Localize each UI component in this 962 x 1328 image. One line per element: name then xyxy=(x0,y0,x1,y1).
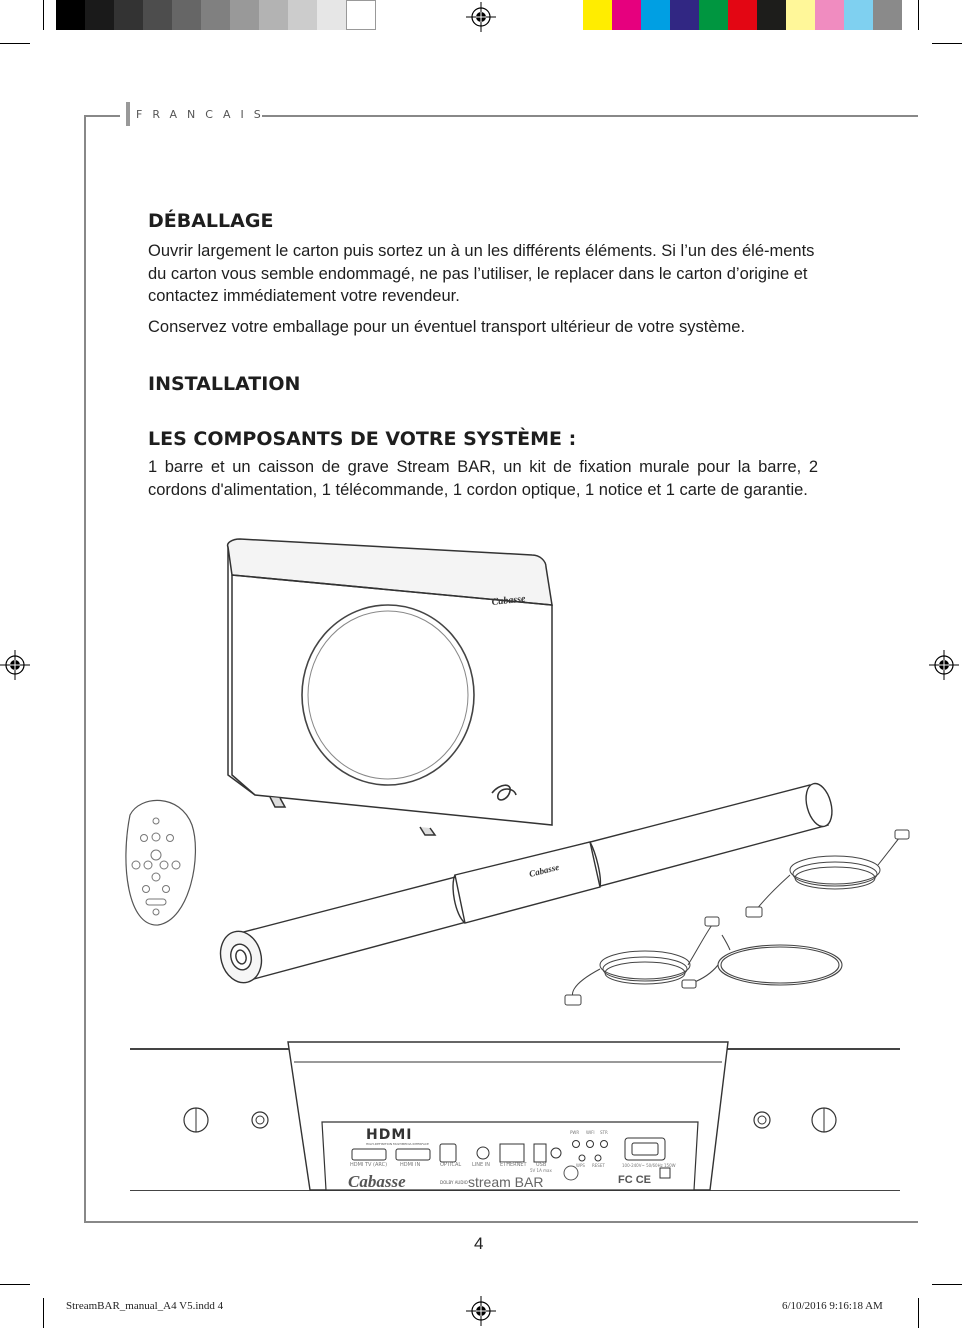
crop-mark-tl-h xyxy=(0,43,30,44)
panel-product: stream BAR xyxy=(468,1174,544,1190)
swatch-black xyxy=(757,0,787,30)
crop-mark-tr-h xyxy=(932,43,962,44)
slug-file: StreamBAR_manual_A4 V5.indd 4 xyxy=(66,1300,224,1312)
components-section xyxy=(148,428,818,501)
crop-mark-bl-h xyxy=(0,1284,30,1285)
swatch-red xyxy=(728,0,758,30)
bar-brand: Cabasse xyxy=(528,861,561,879)
subwoofer xyxy=(228,539,552,835)
crop-mark-br-v xyxy=(918,1298,919,1328)
crop-mark-bl-v xyxy=(43,1298,44,1328)
components-title: LES COMPOSANTS DE VOTRE SYSTÈME : xyxy=(148,428,577,450)
frame-left-line xyxy=(84,115,86,1222)
power-label: 100-240V~ 50/60Hz 150W xyxy=(622,1163,676,1168)
swatch-4 xyxy=(143,0,173,30)
dolby-label: DOLBY AUDIO xyxy=(440,1180,468,1185)
hdmi-logo: HDMI xyxy=(366,1127,413,1143)
power-cord-1-icon xyxy=(565,917,719,1005)
swatch-1 xyxy=(56,0,86,30)
swatch-pink xyxy=(815,0,845,30)
subwoofer-driver-icon xyxy=(302,605,474,785)
led-label-wifi: WIFI xyxy=(586,1130,595,1135)
installation-section xyxy=(148,373,818,395)
port-label-usb: USB xyxy=(536,1162,547,1168)
page-number: 4 xyxy=(474,1234,484,1253)
usb-note: 5V 1A max xyxy=(530,1168,552,1173)
remote-control xyxy=(126,800,196,925)
section-tab-marker xyxy=(126,102,130,126)
swatch-cyan xyxy=(641,0,671,30)
process-colorbar xyxy=(583,0,903,30)
crop-mark-tr-v xyxy=(918,0,919,30)
panel-brand: Cabasse xyxy=(348,1172,406,1191)
unpacking-section xyxy=(148,210,818,338)
swatch-6 xyxy=(201,0,231,30)
swatch-magenta xyxy=(612,0,642,30)
subwoofer-brand: Cabasse xyxy=(491,593,527,608)
unpacking-paragraph-1: Ouvrir largement le carton puis sortez un à un les différents éléments. Si l’un des élé-ments du carton vous semble endommagé, ne pas l’utiliser, le replacer dans le carton d’origine et contactez immédiatement votre revendeur. xyxy=(148,242,815,305)
swatch-10 xyxy=(317,0,347,30)
swatch-gray xyxy=(873,0,903,30)
swatch-11 xyxy=(346,0,376,30)
panel-cert: FC CE xyxy=(618,1174,651,1186)
led-label-str: STR xyxy=(600,1130,608,1135)
hdmi-tagline: HIGH-DEFINITION MULTIMEDIA INTERFACE xyxy=(366,1142,429,1146)
registration-mark-left-icon xyxy=(0,650,30,680)
swatch-3 xyxy=(114,0,144,30)
language-label: FRANCAIS xyxy=(136,108,271,121)
power-cord-2-icon xyxy=(746,830,909,917)
unpacking-title: DÉBALLAGE xyxy=(148,210,274,232)
frame-top-right-line xyxy=(262,115,918,117)
frame-top-left-line xyxy=(84,115,120,117)
button-label-reset: RESET xyxy=(592,1163,605,1168)
led-label-pwr: PWR xyxy=(570,1130,580,1135)
port-label-ethernet: ETHERNET xyxy=(500,1162,527,1168)
optical-cable-icon xyxy=(682,935,842,988)
button-label-wps: WPS xyxy=(576,1163,585,1168)
swatch-light-yellow xyxy=(786,0,816,30)
swatch-blue xyxy=(670,0,700,30)
crop-mark-tl-v xyxy=(43,0,44,30)
swatch-8 xyxy=(259,0,289,30)
port-label-line-in: LINE IN xyxy=(472,1162,490,1168)
registration-mark-right-icon xyxy=(929,650,959,680)
swatch-green xyxy=(699,0,729,30)
swatch-5 xyxy=(172,0,202,30)
grayscale-colorbar xyxy=(56,0,376,30)
port-label-hdmi-in: HDMI IN xyxy=(400,1162,421,1168)
swatch-2 xyxy=(85,0,115,30)
port-label-optical: OPTICAL xyxy=(440,1162,462,1168)
registration-mark-top-icon xyxy=(466,2,496,32)
port-label-hdmi-tv: HDMI TV (ARC) xyxy=(350,1162,388,1168)
swatch-9 xyxy=(288,0,318,30)
installation-title: INSTALLATION xyxy=(148,373,301,395)
frame-bottom-line xyxy=(84,1221,918,1223)
product-illustration xyxy=(100,525,920,1025)
swatch-yellow xyxy=(583,0,613,30)
components-paragraph: 1 barre et un caisson de grave Stream BAR, un kit de fixation murale pour la barre, 2 cordons d'alimentation, 1 télécommande, 1 cordon optique, 1 notice et 1 carte de garantie. xyxy=(148,458,818,499)
crop-mark-br-h xyxy=(932,1284,962,1285)
slug-date: 6/10/2016 9:16:18 AM xyxy=(782,1300,883,1312)
registration-mark-bottom-icon xyxy=(466,1296,496,1326)
unpacking-paragraph-2: Conservez votre emballage pour un éventuel transport ultérieur de votre système. xyxy=(148,317,746,336)
swatch-7 xyxy=(230,0,260,30)
swatch-light-cyan xyxy=(844,0,874,30)
